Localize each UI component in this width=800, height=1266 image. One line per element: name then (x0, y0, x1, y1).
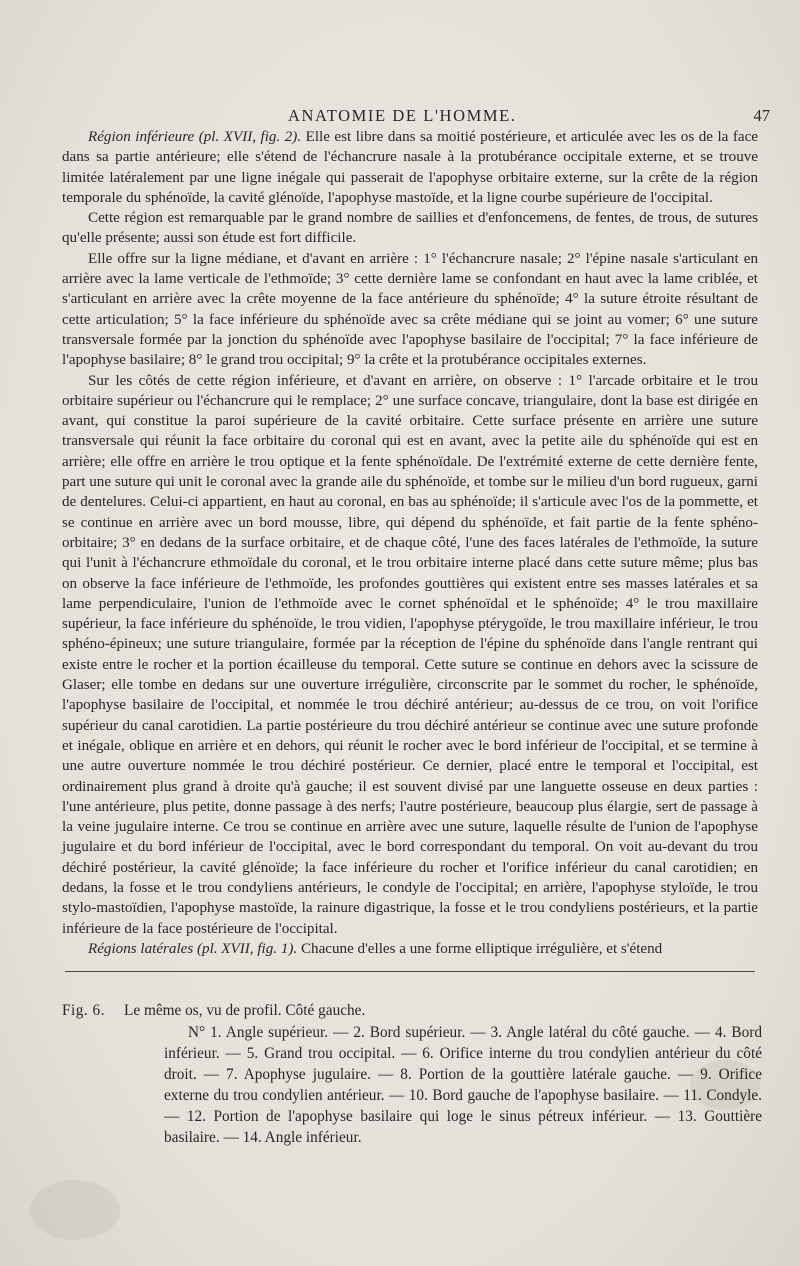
footnote-rule (65, 971, 755, 972)
figure-legend: N° 1. Angle supérieur. — 2. Bord supérieur. — 3. Angle latéral du côté gauche. — 4. Bord inférieur. — 5. Grand trou occipital. — 6. Orifice interne du trou condylien antérieur du côté droit. — 7. Apophyse jugulaire. — 8. Portion de la gouttière latérale gauche. — 9. Orifice externe du trou condylien antérieur. — 10. Bord gauche de l'apophyse basilaire. — 11. Condyle. — 12. Portion de l'apophyse basilaire qui loge le sinus pétreux inférieur. — 13. Gouttière basilaire. — 14. Angle inférieur. (164, 1024, 762, 1146)
caption-head (62, 1000, 762, 1021)
running-head (62, 106, 770, 128)
paragraph: Cette région est remarquable par le grand nombre de saillies et d'enfoncemens, de fentes, de trous, de sutures qu'elle présente; aussi son étude est fort difficile. (62, 210, 758, 247)
paper-stain (30, 1180, 120, 1240)
running-title: ANATOMIE DE L'HOMME. (288, 106, 517, 125)
paragraph: Sur les côtés de cette région inférieure, et d'avant en arrière, on observe : 1° l'arcade orbitaire et le trou orbitaire supérieur ou l'échancrure qui le remplace; 2° une surface concave, triangulaire, dont la base est dirigée en avant, qui constitue la paroi supérieure de la cavité orbitaire. Cette surface présente en arrière une suture transversale qui réunit la face orbitaire du coronal qui est en avant, avec la petite aile du sphénoïde qui est en arrière; elle offre en arrière le trou optique et la fente sphénoïdale. De l'extrémité externe de cette dernière fente, part une suture qui unit le coronal avec la grande aile du sphénoïde, et tombe sur le milieu d'un bord rugueux, garni de dentelures. Celui-ci appartient, en haut au coronal, en bas au sphénoïde; il s'articule avec l'os de la pommette, et se continue en arrière avec un bord mousse, libre, qui dépend du sphénoïde, et fait partie de la fente sphéno-orbitaire; 3° en dedans de la surface orbitaire, et de chaque côté, l'une des faces latérales de l'ethmoïde, la suture qui l'unit à l'échancrure ethmoïdale du coronal, et le trou orbitaire interne placé dans cette suture même; plus bas on observe la face inférieure de l'ethmoïde, les profondes gouttières qui existent entre ses masses latérales et sa lame perpendiculaire, l'union de l'ethmoïde avec le cornet sphénoïdal et le sphénoïde; 4° le trou maxillaire supérieur, la face inférieure du sphénoïde, le trou vidien, l'apophyse ptérygoïde, le trou maxillaire inférieur, le trou sphéno-épineux; une suture triangulaire, formée par la réception de l'épine du sphénoïde dans l'angle rentrant qui existe entre le rocher et la portion écailleuse du temporal. Cette suture se continue en dehors avec la scissure de Glaser; elle tombe en dedans sur une ouverture irrégulière, circonscrite par le sommet du rocher, le sphénoïde, l'apophyse basilaire de l'occipital, et nommée le trou déchiré antérieur; au-dessus de ce trou, on voit l'orifice supérieur du canal carotidien. La partie postérieure du trou déchiré antérieur se continue avec une suture profonde et inégale, oblique en arrière et en dehors, qui réunit le rocher avec le bord inférieur de l'occipital, et se termine à une autre ouverture nommée le trou déchiré postérieur. Ce dernier, placé entre le temporal et l'occipital, est ordinairement plus grand à droite qu'à gauche; il est souvent divisé par une languette osseuse en deux parties : l'une antérieure, plus petite, donne passage à des nerfs; l'autre postérieure, beaucoup plus élargie, sert de passage à la veine jugulaire interne. Ce trou se continue en arrière avec une suture, laquelle résulte de l'union de l'apophyse jugulaire et du bord inférieur de l'occipital, avec le bord correspondant du temporal. On voit au-devant du trou déchiré postérieur, la cavité glénoïde; la face inférieure du rocher et l'orifice inférieur du canal carotidien; en dedans, la fosse et le trou condyliens antérieurs, le condyle de l'occipital; en arrière, l'apophyse styloïde, le trou stylo-mastoïdien, l'apophyse mastoïde, la rainure digastrique, la fosse et le trou condyliens postérieurs, et la partie inférieure de la face postérieure de l'occipital. (62, 372, 758, 937)
region-heading: Régions latérales (pl. XVII, fig. 1). (88, 940, 298, 957)
figure-title: Le même os, vu de profil. Côté gauche. (124, 1002, 366, 1019)
paragraph: Régions latérales (pl. XVII, fig. 1). Chacune d'elles a une forme elliptique irrégulière, et s'étend (88, 940, 663, 957)
body-text (62, 127, 758, 959)
page-number: 47 (753, 106, 770, 125)
region-heading: Région inférieure (pl. XVII, fig. 2). (88, 129, 302, 145)
paragraph: Région inférieure (pl. XVII, fig. 2). Elle est libre dans sa moitié postérieure, et articulée avec les os de la face dans sa partie antérieure; elle s'étend de l'échancrure nasale à la protubérance occipitale externe, et se trouve limitée latéralement par une ligne inégale qui passerait de l'apophyse orbitaire externe, sur la crête de la région temporale du sphénoïde, la cavité glénoïde, l'apophyse mastoïde, et la ligne courbe supérieure de l'occipital. (62, 129, 758, 206)
paragraph: Elle offre sur la ligne médiane, et d'avant en arrière : 1° l'échancrure nasale; 2° l'épine nasale s'articulant en arrière avec la lame verticale de l'ethmoïde; 3° cette dernière lame se confondant en haut avec la lame criblée, et s'articulant en arrière avec la crête moyenne de la face antérieure du sphénoïde; 4° la suture étroite résultant de cette articulation; 5° la face inférieure du sphénoïde avec sa crête médiane qui se joint au vomer; 6° une suture transversale formée par la jonction du sphénoïde avec l'apophyse basilaire de l'occipital; 7° la face inférieure de l'apophyse basilaire; 8° le grand trou occipital; 9° la crête et la protubérance occipitales externes. (62, 250, 758, 369)
figure-caption (62, 1000, 762, 1148)
figure-label: Fig. 6. (62, 1002, 106, 1019)
